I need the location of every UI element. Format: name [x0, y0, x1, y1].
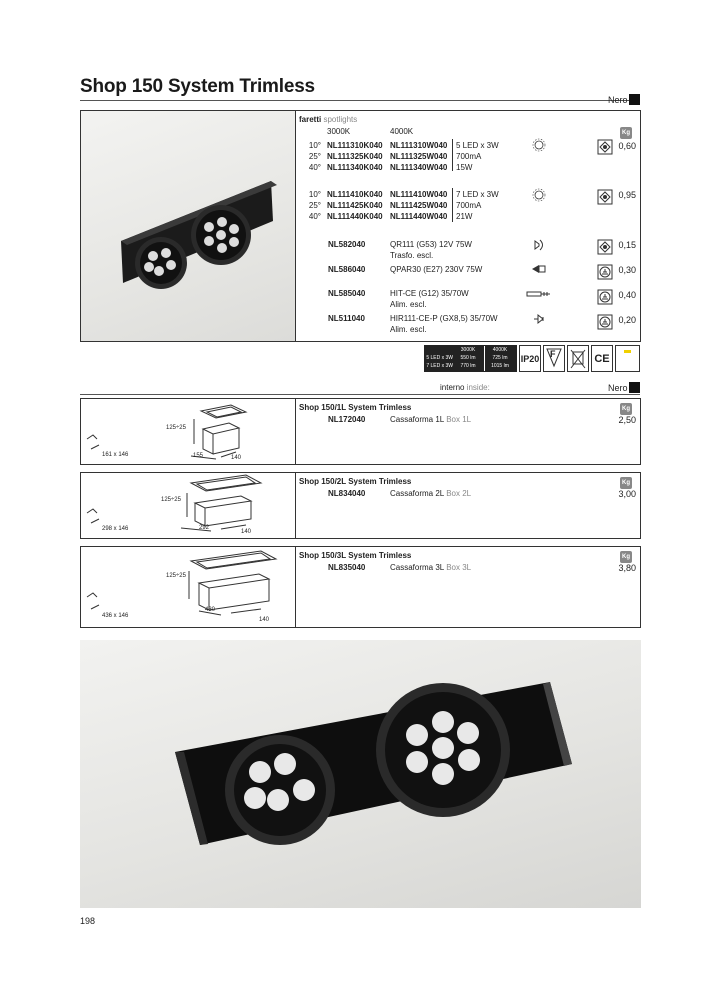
dim-width: 292: [199, 525, 210, 531]
lamp-code: NL586040: [328, 265, 366, 274]
color-swatch: [629, 94, 640, 105]
bulb-icon: [531, 312, 547, 326]
f-mark-text: F: [550, 349, 556, 359]
kg-icon: Kg: [620, 477, 632, 489]
box-name: Shop 150/1L System Trimless: [299, 403, 412, 412]
cut-out-size: 436 x 146: [102, 613, 129, 619]
lumen-header: 3000K: [460, 347, 476, 353]
spec-cell: 5 LED x 3W: [456, 141, 499, 150]
lumen-cell: 725 lm: [492, 355, 508, 361]
code-cell: NL111440W040: [390, 212, 448, 221]
weight-value: 0,95: [618, 190, 636, 200]
box-code: NL835040: [328, 563, 366, 572]
lamp-code: NL511040: [328, 314, 365, 323]
box-2l-drawing: [81, 473, 296, 538]
interior-label-en: inside:: [466, 383, 490, 392]
dim-height: 125÷25: [161, 497, 181, 503]
adjustable-icon: [532, 138, 546, 152]
lamp-note: Alim. escl.: [390, 325, 427, 334]
kg-icon: Kg: [620, 127, 632, 139]
box-desc: Cassaforma 2L: [390, 489, 444, 498]
code-cell: NL111440K040: [327, 212, 383, 221]
interior-label: interno: [440, 383, 465, 392]
angle-cell: 25°: [308, 152, 321, 161]
bulb-icon: [532, 238, 546, 251]
box-desc: Cassaforma 3L: [390, 563, 444, 572]
interior-color-swatch: [629, 382, 640, 393]
box-desc: Cassaforma 1L: [390, 415, 444, 424]
spotlights-label: faretti: [299, 115, 322, 124]
lamp-code: NL582040: [328, 240, 366, 249]
weee-icon: [567, 345, 589, 372]
kg-icon: Kg: [620, 551, 632, 563]
angle-cell: 25°: [308, 201, 321, 210]
dim-width: 155: [193, 453, 204, 459]
weight-value: 0,30: [618, 265, 636, 275]
box-desc-en: Box 1L: [446, 415, 472, 424]
angle-cell: 10°: [308, 141, 321, 150]
lamp-desc: QR111 (G53) 12V 75W: [390, 240, 472, 249]
box-code: NL834040: [328, 489, 366, 498]
code-cell: NL111310W040: [390, 141, 448, 150]
box-3l-drawing: [81, 547, 296, 627]
color-label: Nero: [608, 95, 628, 105]
code-cell: NL111410K040: [327, 190, 383, 199]
lumen-header: 4000K: [492, 347, 508, 353]
code-cell: NL111325K040: [327, 152, 383, 161]
lumen-cell: 550 lm: [460, 355, 476, 361]
box-desc-en: Box 3L: [446, 563, 472, 572]
lamp-code: NL585040: [328, 289, 366, 298]
spec-cell: 21W: [456, 212, 473, 221]
code-cell: NL111425K040: [327, 201, 383, 210]
code-cell: NL111410W040: [390, 190, 448, 199]
product-photo-small: [81, 111, 296, 341]
cut-out-size: 161 x 146: [102, 452, 129, 458]
lamp-note: Trasfo. escl.: [390, 251, 434, 260]
box-2l-panel: [80, 472, 641, 539]
dim-height: 125÷25: [166, 425, 186, 431]
code-cell: NL111340W040: [390, 163, 448, 172]
dim-width: 430: [205, 607, 216, 613]
spotlight-large-image: [80, 640, 641, 908]
angle-cell: 40°: [308, 212, 321, 221]
spec-cell: 7 LED x 3W: [456, 190, 499, 199]
ip-rating-badge: IP20: [519, 345, 541, 372]
adjustable-icon: [532, 188, 546, 202]
box-code: NL172040: [328, 415, 366, 424]
spec-cell: 700mA: [456, 152, 482, 161]
weight-value: 0,40: [618, 290, 636, 300]
spec-cell: 15W: [456, 163, 473, 172]
code-cell: NL111325W040: [390, 152, 448, 161]
box-name: Shop 150/2L System Trimless: [299, 477, 412, 486]
lumen-cell: 770 lm: [460, 363, 476, 369]
page-number: 198: [80, 916, 96, 926]
weight-value: 0,60: [618, 141, 636, 151]
bulb-icon: [530, 263, 548, 275]
code-cell: NL111310K040: [327, 141, 383, 150]
dim-depth: 140: [241, 529, 252, 535]
product-photo-large: [80, 640, 641, 908]
spotlights-label-en: spotlights: [323, 115, 358, 124]
interior-color-label: Nero: [608, 383, 628, 393]
title-rule: [80, 100, 640, 101]
interior-rule: [80, 394, 640, 395]
lamp-desc: QPAR30 (E27) 230V 75W: [390, 265, 483, 274]
lumen-cell: 1015 lm: [491, 363, 509, 369]
cut-out-size: 298 x 146: [102, 526, 129, 532]
spotlight-image: [81, 111, 295, 341]
spec-cell: 700mA: [456, 201, 482, 210]
angle-cell: 10°: [308, 190, 321, 199]
weight-value: 0,15: [618, 240, 636, 250]
box-name: Shop 150/3L System Trimless: [299, 551, 412, 560]
box-1l-panel: [80, 398, 641, 465]
lamp-desc: HIR111-CE-P (GX8,5) 35/70W: [390, 314, 498, 323]
spotlight-panel: [80, 110, 641, 342]
dim-depth: 140: [231, 455, 242, 461]
lamp-note: Alim. escl.: [390, 300, 427, 309]
code-cell: NL111425W040: [390, 201, 448, 210]
weight-value: 0,20: [618, 315, 636, 325]
f-mark-badge: [543, 345, 565, 372]
page-title: Shop 150 System Trimless: [80, 76, 315, 97]
energy-badge: [615, 345, 640, 372]
ce-badge: CE: [591, 345, 613, 372]
weight-value: 3,00: [618, 489, 636, 499]
lumen-row-label: 5 LED x 3W: [426, 355, 453, 361]
weight-value: 3,80: [618, 563, 636, 573]
dim-height: 125÷25: [166, 573, 186, 579]
box-1l-drawing: [81, 399, 296, 464]
lamp-desc: HIT-CE (G12) 35/70W: [390, 289, 469, 298]
temp-3000-header: 3000K: [327, 127, 351, 136]
code-cell: NL111340K040: [327, 163, 383, 172]
weight-value: 2,50: [618, 415, 636, 425]
kg-icon: Kg: [620, 403, 632, 415]
angle-cell: 40°: [308, 163, 321, 172]
lumen-table: [424, 345, 517, 372]
bulb-icon: [526, 290, 552, 298]
temp-4000-header: 4000K: [390, 127, 414, 136]
box-3l-panel: [80, 546, 641, 628]
box-desc-en: Box 2L: [446, 489, 472, 498]
dim-depth: 140: [259, 617, 270, 623]
lumen-row-label: 7 LED x 3W: [426, 363, 453, 369]
